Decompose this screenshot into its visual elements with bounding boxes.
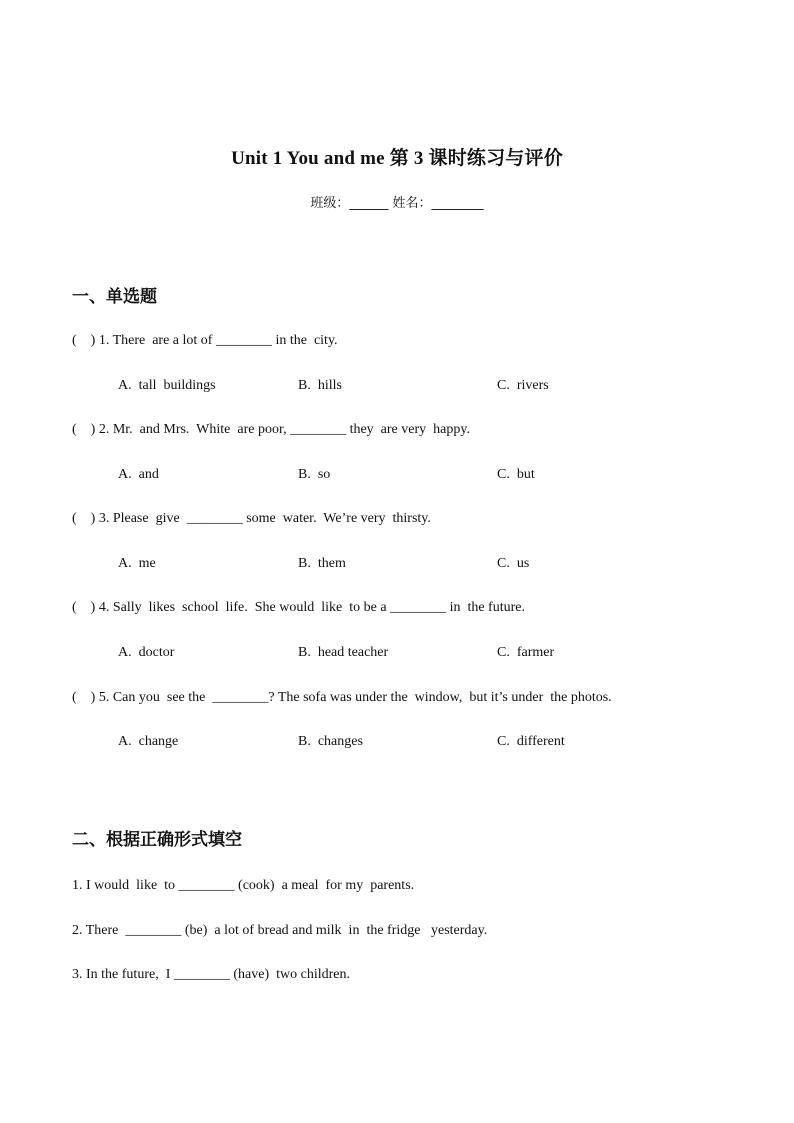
page-title: Unit 1 You and me 第 3 课时练习与评价 <box>231 148 563 169</box>
question-2-stem: ( ) 2. Mr. and Mrs. White are poor, ________ they are very happy. <box>72 422 470 437</box>
section-heading-multiple-choice: 一、单选题 <box>72 287 157 307</box>
question-3-option-b: B. them <box>298 556 346 571</box>
fill-in-item-3: 3. In the future, I ________ (have) two children. <box>72 967 350 982</box>
question-3-option-c: C. us <box>497 556 530 571</box>
question-4-stem: ( ) 4. Sally likes school life. She would like to be a ________ in the future. <box>72 600 525 615</box>
fill-in-item-2: 2. There ________ (be) a lot of bread and milk in the fridge yesterday. <box>72 923 488 938</box>
question-1-option-a: A. tall buildings <box>118 378 216 393</box>
question-5-stem: ( ) 5. Can you see the ________? The sofa was under the window, but it’s under the photos. <box>72 690 612 705</box>
question-1-stem: ( ) 1. There are a lot of ________ in the city. <box>72 333 338 348</box>
question-1-option-c: C. rivers <box>497 378 549 393</box>
question-5-option-c: C. different <box>497 734 565 749</box>
question-4-option-c: C. farmer <box>497 645 555 660</box>
question-2-option-a: A. and <box>118 467 159 482</box>
question-1-option-b: B. hills <box>298 378 342 393</box>
fill-in-item-1: 1. I would like to ________ (cook) a meal for my parents. <box>72 878 415 893</box>
question-5-option-a: A. change <box>118 734 179 749</box>
question-4-option-b: B. head teacher <box>298 645 389 660</box>
question-3-option-a: A. me <box>118 556 156 571</box>
question-5-option-b: B. changes <box>298 734 363 749</box>
question-4-option-a: A. doctor <box>118 645 175 660</box>
question-2-option-c: C. but <box>497 467 535 482</box>
section-heading-fill-in: 二、根据正确形式填空 <box>72 830 242 850</box>
question-3-stem: ( ) 3. Please give ________ some water. We’re very thirsty. <box>72 511 431 526</box>
question-2-option-b: B. so <box>298 467 331 482</box>
class-name-info: 班级：______ 姓名：________ <box>310 196 484 211</box>
